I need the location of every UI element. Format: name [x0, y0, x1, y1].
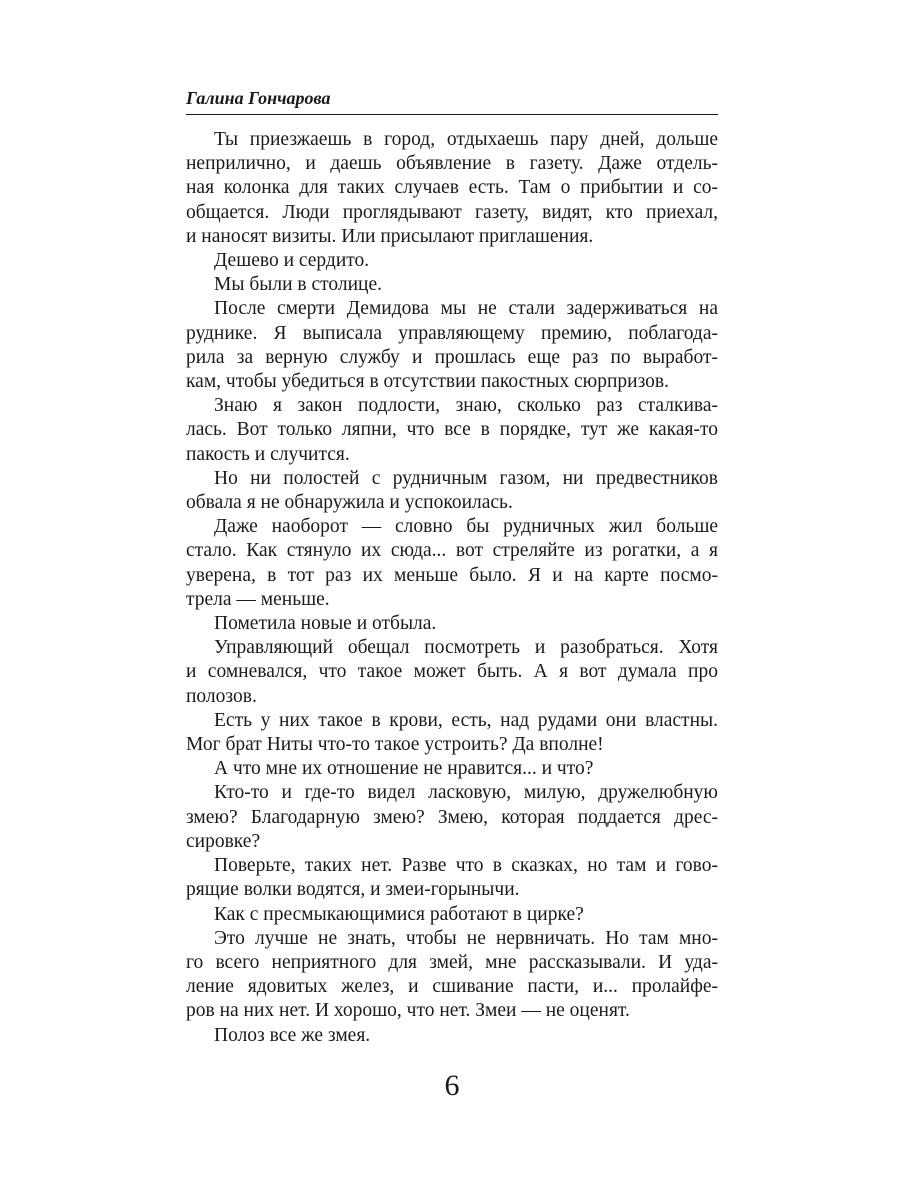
text-line: Ты приезжаешь в город, отдыхаешь пару дней, дольше	[214, 129, 718, 150]
text-line: и наносят визиты. Или присылают приглашения.	[186, 225, 594, 247]
text-line: и сомневался, что такое может быть. А я вот думала про	[186, 661, 718, 683]
text-line: Дешево и сердито.	[214, 250, 370, 272]
text-line: уверена, в тот раз их меньше было. Я и на карте посмо-	[186, 564, 718, 586]
paragraph-6	[186, 467, 718, 515]
running-head: Галина Гончарова	[186, 88, 331, 108]
text-line: Знаю я закон подлости, знаю, сколько раз сталкива-	[214, 395, 718, 417]
text-line: кам, чтобы убедиться в отсутствии пакостных сюрпризов.	[186, 371, 670, 393]
text-line: Даже наоборот — словно бы рудничных жил больше	[214, 516, 718, 538]
text-line: змею? Благодарную змею? Змею, которая поддается дрес-	[186, 806, 718, 828]
text-line: полозов.	[186, 685, 257, 707]
text-line: А что мне их отношение не нравится... и что?	[214, 758, 594, 780]
paragraph-14	[186, 903, 718, 927]
paragraph-5	[186, 394, 718, 467]
text-line: ная колонка для таких случаев есть. Там о прибытии и со-	[186, 177, 718, 199]
paragraph-11	[186, 757, 718, 781]
text-line: Мог брат Ниты что-то такое устроить? Да вполне!	[186, 734, 604, 756]
text-line: ров на них нет. И хорошо, что нет. Змеи — не оценят.	[186, 1000, 630, 1022]
text-line: Полоз все же змея.	[214, 1024, 371, 1046]
paragraph-1	[186, 128, 718, 249]
text-line: стало. Как стянуло их сюда... вот стреляйте из рогатки, а я	[186, 540, 718, 562]
text-line: После смерти Демидова мы не стали задерживаться на	[214, 298, 718, 320]
text-line: Как с пресмыкающимися работают в цирке?	[214, 903, 584, 925]
text-line: сировке?	[186, 830, 261, 852]
text-line: Пометила новые и отбыла.	[214, 613, 437, 635]
paragraph-4	[186, 297, 718, 394]
paragraph-8	[186, 612, 718, 636]
text-line: рящие волки водятся, и змеи-горынычи.	[186, 879, 520, 901]
text-line: обвала я не обнаружила и успокоилась.	[186, 492, 513, 514]
text-line: неприлично, и даешь объявление в газету. Даже отдель-	[186, 153, 718, 175]
text-line: Мы были в столице.	[214, 274, 383, 296]
page-number: 6	[444, 1069, 460, 1102]
paragraph-2	[186, 249, 718, 273]
paragraph-16	[186, 1024, 718, 1048]
header-rule	[186, 114, 718, 115]
text-line: трела — меньше.	[186, 588, 330, 610]
text-line: общается. Люди проглядывают газету, видят, кто приехал,	[186, 201, 718, 223]
paragraph-9	[186, 636, 718, 709]
text-line: руднике. Я выписала управляющему премию, поблагода-	[186, 322, 718, 344]
body-text	[186, 128, 718, 1048]
text-line: Есть у них такое в крови, есть, над рудами они властны.	[214, 709, 718, 731]
text-line: рила за верную службу и прошлась еще раз по выработ-	[186, 346, 718, 368]
paragraph-13	[186, 854, 718, 902]
text-line: Кто-то и где-то видел ласковую, милую, дружелюбную	[214, 782, 718, 804]
paragraph-7	[186, 515, 718, 612]
paragraph-10	[186, 709, 718, 757]
text-line: пакость и случится.	[186, 443, 350, 465]
text-line: го всего неприятного для змей, мне рассказывали. И уда-	[186, 951, 718, 973]
text-line: ление ядовитых желез, и сшивание пасти, и... пролайфе-	[186, 976, 718, 998]
text-line: Но ни полостей с рудничным газом, ни предвестников	[214, 467, 718, 489]
text-line: Это лучше не знать, чтобы не нервничать. Но там мно-	[214, 927, 718, 949]
text-line: Поверьте, таких нет. Разве что в сказках, но там и гово-	[214, 855, 718, 877]
paragraph-15	[186, 927, 718, 1024]
text-line: лась. Вот только ляпни, что все в порядке, тут же какая-то	[186, 419, 718, 441]
paragraph-12	[186, 781, 718, 854]
paragraph-3	[186, 273, 718, 297]
text-line: Управляющий обещал посмотреть и разобраться. Хотя	[214, 637, 718, 659]
